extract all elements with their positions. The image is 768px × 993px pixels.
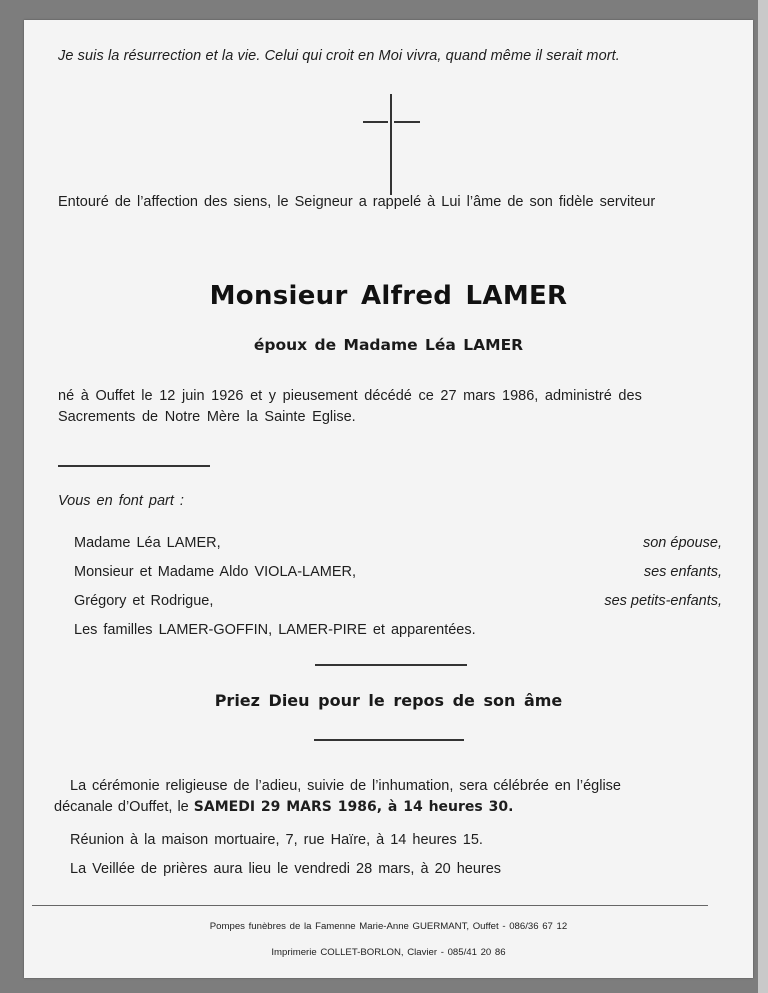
family-row	[74, 622, 722, 642]
vigil-info: La Veillée de prières aura lieu le vendredi 28 mars, à 20 heures	[70, 861, 502, 877]
ceremony-line-2	[54, 797, 726, 818]
ceremony-location: décanale d’Ouffet, le	[54, 799, 194, 815]
family-member: Grégory et Rodrigue,	[74, 593, 214, 609]
ceremony-date-time: SAMEDI 29 MARS 1986, à 14 heures 30.	[193, 799, 514, 815]
cross-right-arm	[394, 121, 420, 123]
funeral-notice-card	[24, 20, 753, 978]
family-member: Monsieur et Madame Aldo VIOLA-LAMER,	[74, 564, 357, 580]
funeral-home-credit: Pompes funèbres de la Famenne Marie-Anne GUERMANT, Ouffet - 086/36 67 12	[209, 921, 568, 932]
family-relation: ses enfants,	[643, 564, 722, 580]
ceremony-paragraph	[54, 776, 726, 818]
cross-vertical-bar	[390, 94, 392, 195]
meeting-info: Réunion à la maison mortuaire, 7, rue Haïre, à 14 heures 15.	[70, 832, 483, 848]
spouse-line: époux de Madame Léa LAMER	[253, 336, 524, 354]
prayer-line: Priez Dieu pour le repos de son âme	[214, 691, 563, 710]
scan-edge	[758, 0, 768, 993]
intro-paragraph: Entouré de l’affection des siens, le Seigneur a rappelé à Lui l’âme de son fidèle serviteur	[58, 194, 656, 210]
biography-paragraph: né à Ouffet le 12 juin 1926 et y pieusement décédé ce 27 mars 1986, administré des Sacrements de Notre Mère la Sainte Eglise.	[58, 388, 642, 425]
family-relation: son épouse,	[642, 535, 722, 551]
family-member: Madame Léa LAMER,	[74, 535, 221, 551]
divider-rule	[58, 465, 210, 467]
announcement-heading: Vous en font part :	[58, 493, 184, 509]
divider-rule	[314, 739, 464, 741]
cross-left-arm	[363, 121, 388, 123]
family-row	[74, 564, 722, 584]
family-member: Les familles LAMER-GOFFIN, LAMER-PIRE et apparentées.	[74, 622, 476, 638]
footer-divider	[32, 905, 708, 906]
divider-rule	[315, 664, 467, 666]
family-relation: ses petits-enfants,	[604, 593, 722, 609]
ceremony-line-1: La cérémonie religieuse de l’adieu, suivie de l’inhumation, sera célébrée en l’église	[70, 778, 621, 794]
printer-credit: Imprimerie COLLET-BORLON, Clavier - 085/41 20 86	[271, 947, 506, 958]
scripture-verse: Je suis la résurrection et la vie. Celui qui croit en Moi vivra, quand même il serait mort.	[58, 48, 620, 64]
deceased-name: Monsieur Alfred LAMER	[209, 281, 568, 311]
family-row	[74, 593, 722, 613]
family-row	[74, 535, 722, 555]
